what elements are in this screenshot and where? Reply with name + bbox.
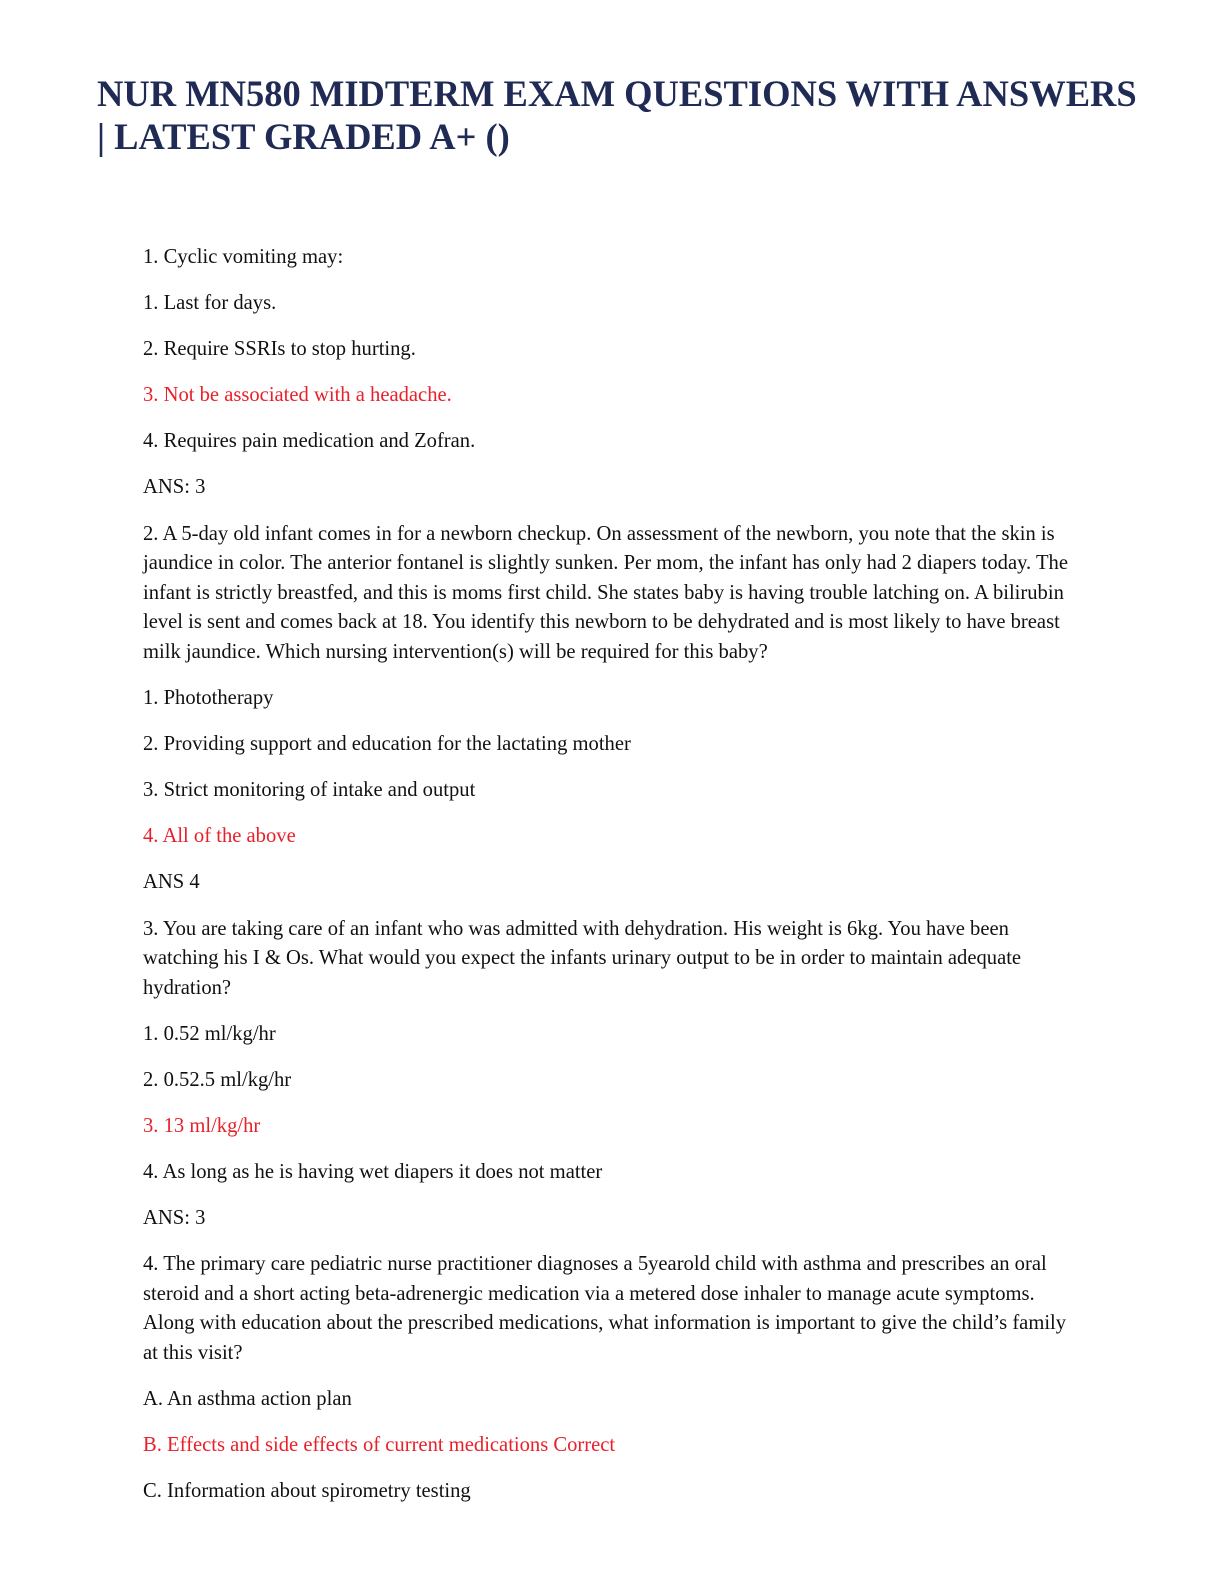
question-stem: 1. Cyclic vomiting may:: [143, 246, 344, 268]
answer-option: 2. 0.52.5 ml/kg/hr: [143, 1068, 292, 1091]
answer-option-correct: 4. All of the above: [143, 825, 296, 848]
answer-option: A. An asthma action plan: [143, 1388, 352, 1411]
question-stem: 3. You are taking care of an infant who was admitted with dehydration. His weight is 6kg. You have been watching his I & Os. What would you expect the infants urinary output to be in order to maintain adequate hydration?: [143, 917, 1022, 999]
answer-option: 1. Last for days.: [143, 292, 277, 315]
answer-key: ANS: 3: [143, 476, 206, 499]
answer-option: 1. Phototherapy: [143, 687, 274, 710]
answer-key: ANS 4: [143, 871, 200, 894]
answer-option: C. Information about spirometry testing: [143, 1480, 471, 1503]
question-list: [143, 243, 1078, 1523]
answer-option-correct: 3. Not be associated with a headache.: [143, 384, 452, 407]
answer-option-correct: 3. 13 ml/kg/hr: [143, 1114, 261, 1137]
answer-option: 4. As long as he is having wet diapers it does not matter: [143, 1161, 603, 1184]
page-title: NUR MN580 MIDTERM EXAM QUESTIONS WITH ANSWERS | LATEST GRADED A+ (): [97, 73, 1137, 157]
answer-option: 3. Strict monitoring of intake and output: [143, 779, 476, 802]
answer-option: 2. Providing support and education for the lactating mother: [143, 733, 631, 756]
question-stem: 4. The primary care pediatric nurse practitioner diagnoses a 5yearold child with asthma and prescribes an oral steroid and a short acting beta-adrenergic medication via a metered dose inhaler to manage acute symptoms. Along with education about the prescribed medications, what information is important to give the child’s family at this visit?: [143, 1253, 1067, 1365]
answer-option-correct: B. Effects and side effects of current medications Correct: [143, 1434, 616, 1457]
answer-option: 4. Requires pain medication and Zofran.: [143, 430, 476, 453]
question-stem: 2. A 5-day old infant comes in for a newborn checkup. On assessment of the newborn, you note that the skin is jaundice in color. The anterior fontanel is slightly sunken. Per mom, the infant has only had 2 diapers today. The infant is strictly breastfed, and this is moms first child. She states baby is having trouble latching on. A bilirubin level is sent and comes back at 18. You identify this newborn to be dehydrated and is most likely to have breast milk jaundice. Which nursing intervention(s) will be required for this baby?: [143, 522, 1068, 663]
answer-option: 1. 0.52 ml/kg/hr: [143, 1022, 276, 1045]
answer-key: ANS: 3: [143, 1207, 206, 1230]
answer-option: 2. Require SSRIs to stop hurting.: [143, 338, 416, 361]
